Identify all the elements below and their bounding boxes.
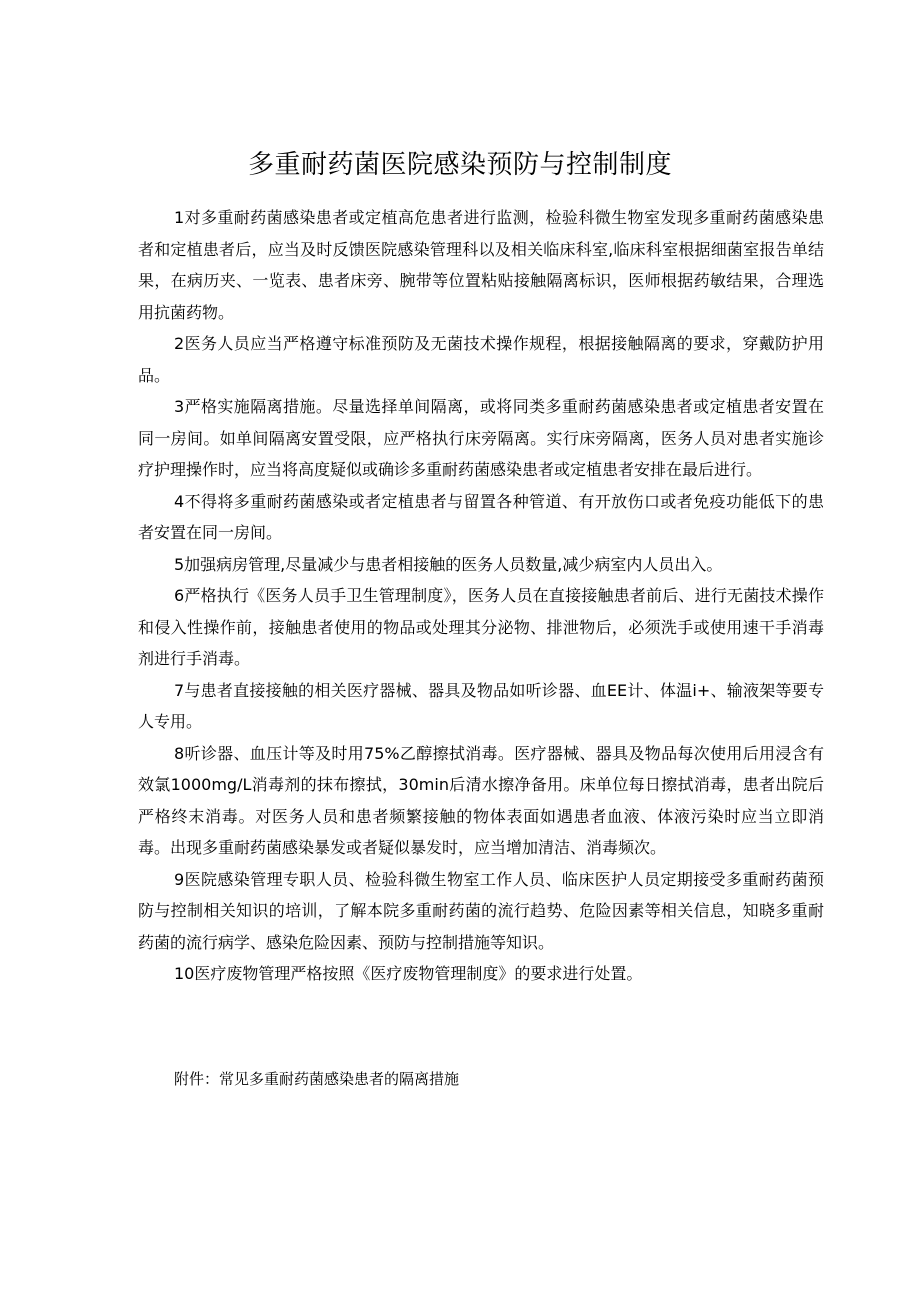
paragraph-8: 8听诊器、血压计等及时用75%乙醇擦拭消毒。医疗器械、器具及物品每次使用后用浸含有效氯1000mg/L消毒剂的抹布擦拭，30min后清水擦净备用。床单位每日擦拭消毒，患者出院后严格终末消毒。对医务人员和患者频繁接触的物体表面如遇患者血液、体液污染时应当立即消毒。出现多重耐药菌感染暴发或者疑似暴发时，应当增加清洁、消毒频次。 <box>138 743 824 857</box>
paragraph-3: 3严格实施隔离措施。尽量选择单间隔离，或将同类多重耐药菌感染患者或定植患者安置在同一房间。如单间隔离安置受限，应严格执行床旁隔离。实行床旁隔离，医务人员对患者实施诊疗护理操作时，应当将高度疑似或确诊多重耐药菌感染患者或定植患者安排在最后进行。 <box>138 397 824 479</box>
paragraph-4: 4不得将多重耐药菌感染或者定植患者与留置各种管道、有开放伤口或者免疫功能低下的患者安置在同一房间。 <box>138 491 824 542</box>
document-body <box>138 202 824 990</box>
document-title: 多重耐药菌医院感染预防与控制制度 <box>247 150 672 181</box>
paragraph-7: 7与患者直接接触的相关医疗器械、器具及物品如听诊器、血EE计、体温i+、输液架等要专人专用。 <box>138 680 824 731</box>
paragraph-1: 1对多重耐药菌感染患者或定植高危患者进行监测，检验科微生物室发现多重耐药菌感染患者和定植患者后，应当及时反馈医院感染管理科以及相关临床科室,临床科室根据细菌室报告单结果，在病历夹、一览表、患者床旁、腕带等位置粘贴接触隔离标识，医师根据药敏结果，合理选用抗菌药物。 <box>138 208 824 322</box>
paragraph-10: 10医疗废物管理严格按照《医疗废物管理制度》的要求进行处置。 <box>174 964 643 983</box>
attachment-note: 附件：常见多重耐药菌感染患者的隔离措施 <box>174 1070 460 1088</box>
paragraph-2: 2医务人员应当严格遵守标准预防及无菌技术操作规程，根据接触隔离的要求，穿戴防护用品。 <box>138 334 824 385</box>
paragraph-6: 6严格执行《医务人员手卫生管理制度》，医务人员在直接接触患者前后、进行无菌技术操作和侵入性操作前，接触患者使用的物品或处理其分泌物、排泄物后，必须洗手或使用速干手消毒剂进行手消毒。 <box>138 586 824 668</box>
paragraph-5: 5加强病房管理,尽量减少与患者相接触的医务人员数量,减少病室内人员出入。 <box>174 554 723 574</box>
paragraph-9: 9医院感染管理专职人员、检验科微生物室工作人员、临床医护人员定期接受多重耐药菌预防与控制相关知识的培训，了解本院多重耐药菌的流行趋势、危险因素等相关信息，知晓多重耐药菌的流行病学、感染危险因素、预防与控制措施等知识。 <box>138 869 824 952</box>
